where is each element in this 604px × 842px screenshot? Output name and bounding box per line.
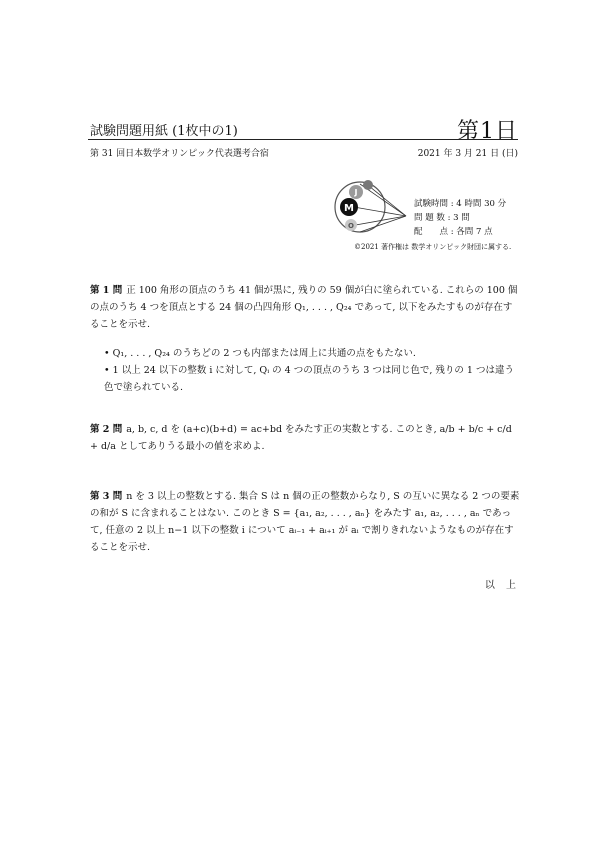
- problem-3: [90, 488, 520, 556]
- problem-2-label: 第 2 問: [90, 424, 123, 435]
- copyright-notice: ©2021 著作権は 数学オリンピック財団に属する.: [354, 243, 512, 251]
- problem-3-label: 第 3 問: [90, 491, 123, 502]
- problem-1-bullet-1: • Q₁, . . . , Q₂₄ のうちどの 2 つも内部または周上に共通の点をもたない.: [104, 348, 416, 359]
- problem-count: 問 題 数 : 3 問: [414, 213, 470, 223]
- problem-1: [90, 282, 520, 333]
- header-rule: [88, 139, 518, 140]
- bullet-text: 1 以上 24 以下の整数 i に対して, Qᵢ の 4 つの頂点のうち 3 つは同じ色で, 残りの 1 つは違う色で塗られている.: [104, 365, 514, 393]
- points: 配 点 : 各問 7 点: [414, 227, 493, 237]
- bullet-text: Q₁, . . . , Q₂₄ のうちどの 2 つも内部または周上に共通の点をもたない.: [112, 348, 416, 359]
- event-name: 第 31 回日本数学オリンピック代表選考合宿: [90, 149, 269, 159]
- logo-letter-m: M: [344, 203, 354, 214]
- problem-1-bullet-2: • 1 以上 24 以下の整数 i に対して, Qᵢ の 4 つの頂点のうち 3 つは同じ色で, 残りの 1 つは違う色で塗られている.: [104, 365, 514, 393]
- problem-1-label: 第 1 問: [90, 285, 123, 296]
- exam-time: 試験時間 : 4 時間 30 分: [414, 199, 507, 209]
- problem-2-text: a, b, c, d を (a+c)(b+d) = ac+bd をみたす正の実数とする. このとき, a/b + b/c + c/d + d/a としてありうる最小の値を求めよ.: [90, 424, 512, 452]
- exam-date: 2021 年 3 月 21 日 (日): [417, 149, 518, 159]
- end-mark: 以 上: [484, 580, 520, 591]
- logo-letter-j: J: [354, 188, 358, 197]
- page-title: 試験問題用紙 (1枚中の1): [90, 124, 238, 139]
- problem-1-text: 正 100 角形の頂点のうち 41 個が黒に, 残りの 59 個が白に塗られている. これらの 100 個の点のうち 4 つを頂点とする 24 個の凸四角形 Q₁, . . . , Q₂₄ であって, 以下をみたすものが存在することを示せ.: [90, 285, 518, 330]
- problem-2: [90, 421, 520, 455]
- day-label: 第1日: [457, 119, 518, 144]
- jmo-logo: [334, 176, 408, 238]
- logo-letter-o: O: [348, 222, 354, 230]
- problem-3-text: n を 3 以上の整数とする. 集合 S は n 個の正の整数からなり, S の互いに異なる 2 つの要素の和が S に含まれることはない. このとき S = {a₁, a₂, . . . , aₙ} をみたす a₁, a₂, . . . , aₙ であって, 任意の 2 以上 n−1 以下の整数 i について aᵢ₋₁ + aᵢ₊₁ が aᵢ で割りきれないようなものが存在することを示せ.: [90, 491, 520, 553]
